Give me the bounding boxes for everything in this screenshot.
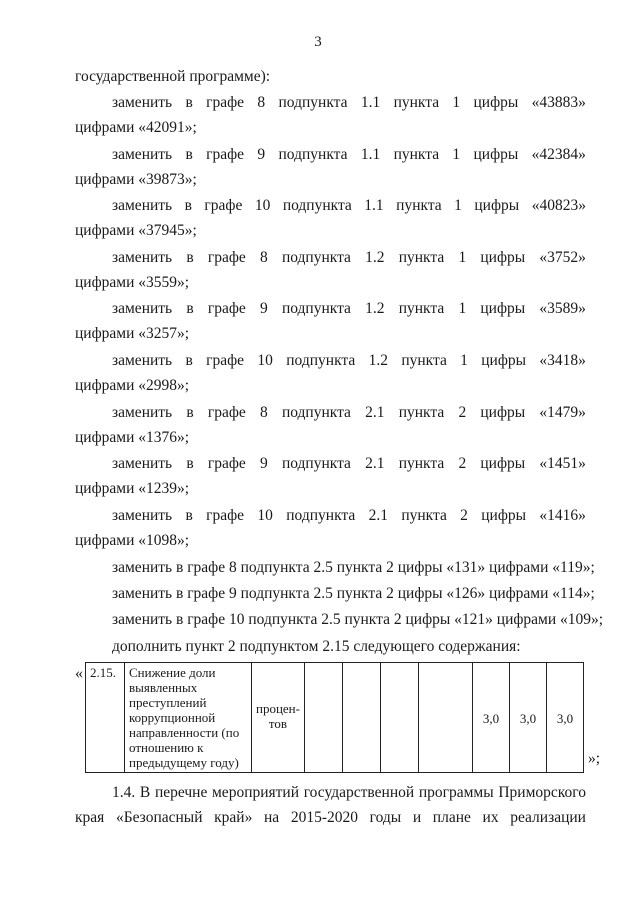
word: «1451» bbox=[539, 455, 586, 472]
word: годы bbox=[369, 809, 402, 826]
intro-line: государственной программе): bbox=[75, 68, 271, 85]
word: 2 bbox=[460, 507, 468, 524]
word: пункта bbox=[398, 455, 445, 472]
word: 1 bbox=[452, 94, 461, 111]
word: «1416» bbox=[539, 507, 586, 524]
word: пункта bbox=[401, 507, 447, 524]
amendment-line bbox=[112, 403, 586, 423]
word: подпункта bbox=[281, 300, 351, 317]
word: графе bbox=[206, 352, 245, 369]
word: 10 bbox=[257, 352, 273, 369]
word: пункта bbox=[398, 300, 445, 317]
word: в bbox=[186, 455, 194, 472]
amendment-line bbox=[112, 351, 586, 371]
word: 1 bbox=[458, 249, 467, 266]
word: 1 bbox=[452, 146, 461, 163]
empty-cell bbox=[342, 663, 380, 773]
word: подпункта bbox=[278, 146, 348, 163]
amendment-continuation: цифрами «2998»; bbox=[75, 377, 190, 394]
word: 1.4. bbox=[112, 784, 136, 801]
amendment-line bbox=[112, 454, 586, 474]
word: подпункта bbox=[278, 94, 348, 111]
amendment-continuation: цифрами «3257»; bbox=[75, 325, 190, 342]
word: графе bbox=[207, 249, 246, 266]
word: в bbox=[185, 146, 193, 163]
word: подпункта bbox=[281, 404, 351, 421]
amendment-continuation: цифрами «3559»; bbox=[75, 274, 190, 291]
word: «42384» bbox=[531, 146, 586, 163]
amendment-continuation: цифрами «1098»; bbox=[75, 532, 190, 549]
word: плане bbox=[432, 809, 471, 826]
word: в bbox=[185, 94, 193, 111]
table-row bbox=[86, 663, 584, 773]
amendment-continuation: цифрами «42091»; bbox=[75, 119, 197, 136]
amendment-table bbox=[85, 662, 584, 773]
word: в bbox=[185, 352, 193, 369]
word: заменить bbox=[112, 455, 173, 472]
word: 2015-2020 bbox=[290, 809, 358, 826]
word: программы bbox=[418, 784, 494, 801]
word: пункта bbox=[396, 197, 442, 214]
word: 9 bbox=[259, 455, 268, 472]
word: графе bbox=[206, 146, 245, 163]
empty-cell bbox=[380, 663, 418, 773]
word: 2 bbox=[458, 455, 467, 472]
word: реализации bbox=[510, 809, 586, 826]
word: Приморского bbox=[498, 784, 586, 801]
quote-open: « bbox=[75, 665, 83, 682]
word: край» bbox=[214, 809, 253, 826]
quote-close: »; bbox=[588, 750, 601, 767]
closing-line-1 bbox=[112, 783, 586, 803]
word: графе bbox=[207, 300, 246, 317]
page-number: 3 bbox=[314, 34, 322, 50]
amendment-line bbox=[112, 93, 586, 113]
word: 1 bbox=[454, 197, 462, 214]
word: государственной bbox=[303, 784, 415, 801]
word: подпункта bbox=[281, 249, 351, 266]
word: «3589» bbox=[539, 300, 586, 317]
word: «3418» bbox=[539, 352, 586, 369]
word: цифры bbox=[480, 455, 526, 472]
amendment-line: заменить в графе 8 подпункта 2.5 пункта 2 цифры «131» цифрами «119»; bbox=[112, 559, 595, 576]
word: графе bbox=[204, 197, 243, 214]
word: «1479» bbox=[539, 404, 586, 421]
word: 1 bbox=[458, 300, 467, 317]
word: цифры bbox=[480, 404, 526, 421]
word: цифры bbox=[480, 249, 526, 266]
amendment-continuation: цифрами «1239»; bbox=[75, 480, 190, 497]
word: перечне bbox=[154, 784, 208, 801]
amendment-line bbox=[112, 196, 586, 216]
word: 8 bbox=[259, 404, 268, 421]
amendment-line bbox=[112, 299, 586, 319]
word: 1.1 bbox=[360, 146, 381, 163]
word: 1 bbox=[460, 352, 468, 369]
unit-text: процен-тов bbox=[256, 701, 300, 731]
word: заменить bbox=[112, 507, 173, 524]
amendment-line: дополнить пункт 2 подпунктом 2.15 следующего содержания: bbox=[112, 638, 521, 655]
word: заменить bbox=[112, 300, 173, 317]
word: подпункта bbox=[282, 197, 352, 214]
value-cell: 3,0 bbox=[509, 663, 546, 773]
word: 1.2 bbox=[365, 300, 385, 317]
word: 10 bbox=[257, 507, 273, 524]
word: пункта bbox=[393, 94, 440, 111]
unit-cell bbox=[252, 663, 305, 773]
amendment-line bbox=[112, 248, 586, 268]
empty-cell bbox=[418, 663, 472, 773]
word: мероприятий bbox=[212, 784, 300, 801]
word: «3752» bbox=[539, 249, 586, 266]
word: и bbox=[412, 809, 422, 826]
word: пункта bbox=[398, 404, 445, 421]
word: пункта bbox=[401, 352, 447, 369]
word: 1.2 bbox=[368, 352, 388, 369]
word: цифры bbox=[473, 94, 519, 111]
word: 10 bbox=[254, 197, 271, 214]
word: «40823» bbox=[531, 197, 586, 214]
word: в bbox=[186, 300, 194, 317]
amendment-line: заменить в графе 10 подпункта 2.5 пункта 2 цифры «121» цифрами «109»; bbox=[112, 611, 604, 628]
word: в bbox=[185, 507, 193, 524]
word: 2.1 bbox=[365, 455, 385, 472]
indicator-name-cell: Снижение доли выявленных преступлений коррупционной направленности (по отношению к предыдущему году) bbox=[125, 663, 252, 773]
value-cell: 3,0 bbox=[472, 663, 509, 773]
word: подпункта bbox=[286, 352, 356, 369]
word: подпункта bbox=[286, 507, 356, 524]
word: цифры bbox=[481, 507, 527, 524]
word: цифры bbox=[481, 352, 527, 369]
word: пункта bbox=[398, 249, 445, 266]
word: 9 bbox=[257, 146, 266, 163]
word: 9 bbox=[259, 300, 268, 317]
amendment-continuation: цифрами «37945»; bbox=[75, 222, 197, 239]
word: их bbox=[482, 809, 499, 826]
word: 1.1 bbox=[364, 197, 384, 214]
word: «43883» bbox=[531, 94, 586, 111]
word: 8 bbox=[259, 249, 268, 266]
value-cell: 3,0 bbox=[546, 663, 583, 773]
word: заменить bbox=[112, 249, 173, 266]
amendment-line: заменить в графе 9 подпункта 2.5 пункта 2 цифры «126» цифрами «114»; bbox=[112, 585, 595, 602]
word: цифры bbox=[480, 300, 526, 317]
word: на bbox=[264, 809, 280, 826]
word: В bbox=[139, 784, 151, 801]
word: 2.1 bbox=[368, 507, 388, 524]
closing-line-2 bbox=[75, 808, 586, 828]
word: в bbox=[184, 197, 192, 214]
word: 8 bbox=[257, 94, 266, 111]
word: цифры bbox=[474, 197, 520, 214]
amendment-line bbox=[112, 506, 586, 526]
word: заменить bbox=[112, 404, 173, 421]
word: заменить bbox=[112, 146, 173, 163]
word: в bbox=[186, 404, 194, 421]
word: 1.1 bbox=[360, 94, 381, 111]
word: заменить bbox=[112, 94, 173, 111]
word: графе bbox=[206, 507, 245, 524]
word: в bbox=[186, 249, 194, 266]
word: 2 bbox=[458, 404, 467, 421]
amendment-line bbox=[112, 145, 586, 165]
word: пункта bbox=[393, 146, 440, 163]
word: графе bbox=[207, 455, 246, 472]
empty-cell bbox=[304, 663, 342, 773]
word: 1.2 bbox=[365, 249, 385, 266]
amendment-continuation: цифрами «39873»; bbox=[75, 171, 197, 188]
word: «Безопасный bbox=[115, 809, 203, 826]
word: цифры bbox=[473, 146, 519, 163]
word: подпункта bbox=[281, 455, 351, 472]
word: 2.1 bbox=[365, 404, 385, 421]
amendment-continuation: цифрами «1376»; bbox=[75, 429, 190, 446]
word: края bbox=[75, 809, 105, 826]
word: графе bbox=[207, 404, 246, 421]
word: графе bbox=[206, 94, 245, 111]
word: заменить bbox=[112, 197, 173, 214]
word: заменить bbox=[112, 352, 173, 369]
row-number-cell: 2.15. bbox=[86, 663, 125, 773]
